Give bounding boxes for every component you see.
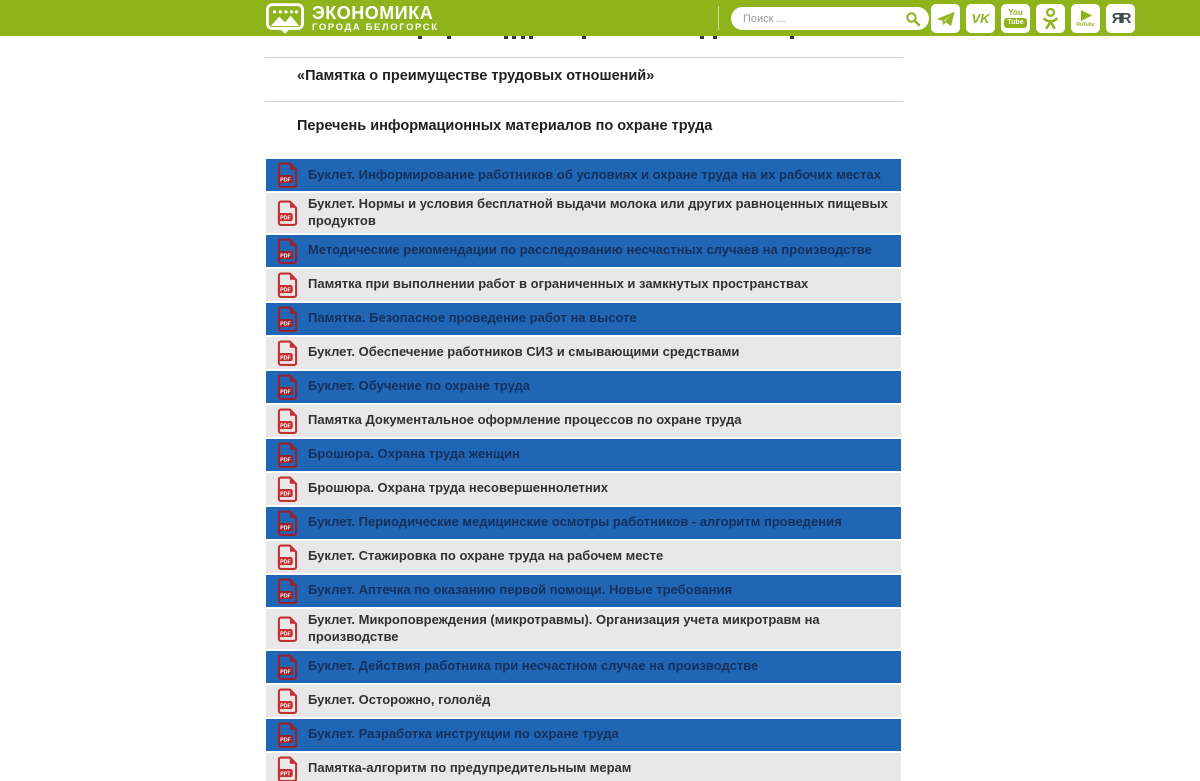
- section-divider: [265, 57, 903, 58]
- top-header-bar: [0, 0, 1200, 36]
- search-box[interactable]: [731, 7, 929, 30]
- document-title: Памятка Документальное оформление процессов по охране труда: [308, 412, 742, 428]
- picture-mountains-icon: [266, 3, 304, 34]
- pdf-file-icon: [266, 408, 308, 434]
- pdf-file-icon: [266, 544, 308, 570]
- pdf-file-icon: [266, 340, 308, 366]
- header-separator-left: [718, 6, 719, 30]
- pdf-file-icon: [266, 306, 308, 332]
- document-title: Буклет. Периодические медицинские осмотры работников - алгоритм проведения: [308, 514, 842, 530]
- pdf-file-icon: [266, 272, 308, 298]
- document-title: Буклет. Обеспечение работников СИЗ и смывающими средствами: [308, 344, 740, 360]
- document-row[interactable]: [266, 753, 901, 781]
- list-heading: Перечень информационных материалов по охране труда: [297, 118, 713, 134]
- document-row[interactable]: [266, 235, 901, 267]
- document-title: Буклет. Информирование работников об условиях и охране труда на их рабочих местах: [308, 166, 881, 182]
- svg-text:PDF: PDF: [279, 736, 291, 743]
- document-row[interactable]: [266, 685, 901, 717]
- pdf-file-icon: [266, 616, 308, 642]
- document-row[interactable]: [266, 159, 901, 191]
- pdf-file-icon: [266, 722, 308, 748]
- search-input[interactable]: [743, 13, 905, 25]
- svg-text:PDF: PDF: [279, 702, 291, 709]
- document-title: Буклет. Осторожно, гололёд: [308, 692, 491, 708]
- document-row[interactable]: [266, 719, 901, 751]
- section-divider: [265, 101, 903, 102]
- document-row[interactable]: [266, 303, 901, 335]
- vk-icon[interactable]: VK: [966, 4, 995, 33]
- document-title: Буклет. Действия работника при несчастном случае на производстве: [308, 658, 759, 674]
- svg-text:PDF: PDF: [279, 593, 291, 600]
- document-title: Брошюра. Охрана труда несовершеннолетних: [308, 480, 608, 496]
- pdf-file-icon: [266, 578, 308, 604]
- youtube-icon[interactable]: You Tube: [1001, 4, 1030, 33]
- site-subtitle: ГОРОДА БЕЛОГОРСК: [312, 21, 439, 33]
- document-row[interactable]: [266, 507, 901, 539]
- search-icon[interactable]: [905, 11, 921, 27]
- document-row[interactable]: [266, 651, 901, 683]
- document-title: Буклет. Нормы и условия бесплатной выдачи молока или других равноценных пищевых продуктов: [308, 196, 888, 228]
- pdf-file-icon: [266, 374, 308, 400]
- memo-heading: «Памятка о преимуществе трудовых отношений»: [297, 68, 655, 84]
- document-title: Буклет. Микроповреждения (микротравмы). Организация учета микротравм на производстве: [308, 611, 820, 644]
- svg-text:PDF: PDF: [279, 423, 291, 430]
- document-row[interactable]: [266, 575, 901, 607]
- svg-text:PDF: PDF: [279, 321, 291, 328]
- svg-text:PDF: PDF: [279, 215, 291, 222]
- svg-text:PDF: PDF: [279, 559, 291, 566]
- pdf-file-icon: [266, 238, 308, 264]
- document-list: [266, 159, 901, 781]
- pdf-file-icon: [266, 688, 308, 714]
- site-logo[interactable]: [266, 3, 439, 34]
- document-title: Буклет. Обучение по охране труда: [308, 378, 530, 394]
- document-row[interactable]: [266, 269, 901, 301]
- svg-text:PDF: PDF: [279, 525, 291, 532]
- document-title: Буклет. Аптечка по оказанию первой помощи. Новые требования: [308, 582, 733, 598]
- document-title: Памятка. Безопасное проведение работ на высоте: [308, 310, 637, 326]
- svg-text:PDF: PDF: [279, 631, 291, 638]
- document-row[interactable]: [266, 193, 901, 233]
- pdf-file-icon: [266, 654, 308, 680]
- svg-text:PPT: PPT: [279, 770, 291, 777]
- document-title: Методические рекомендации по расследованию несчастных случаев на производстве: [308, 242, 872, 258]
- svg-text:PDF: PDF: [279, 668, 291, 675]
- pdf-file-icon: [266, 200, 308, 226]
- svg-text:PDF: PDF: [279, 457, 291, 464]
- site-title-block: [312, 2, 439, 33]
- pdf-file-icon: [266, 442, 308, 468]
- yandex-zen-icon[interactable]: ЯR: [1106, 4, 1135, 33]
- document-row[interactable]: [266, 337, 901, 369]
- svg-text:PDF: PDF: [279, 491, 291, 498]
- document-title: Памятка при выполнении работ в ограниченных и замкнутых пространствах: [308, 276, 809, 292]
- rutube-icon[interactable]: RuTube: [1071, 4, 1100, 33]
- document-row[interactable]: [266, 609, 901, 649]
- document-row[interactable]: [266, 473, 901, 505]
- document-title: Буклет. Стажировка по охране труда на рабочем месте: [308, 548, 664, 564]
- telegram-icon[interactable]: [931, 4, 960, 33]
- document-row[interactable]: [266, 439, 901, 471]
- odnoklassniki-icon[interactable]: [1036, 4, 1065, 33]
- pdf-file-icon: [266, 162, 308, 188]
- document-title: Буклет. Разработка инструкции по охране труда: [308, 726, 619, 742]
- svg-text:PDF: PDF: [279, 177, 291, 184]
- document-title: Памятка-алгоритм по предупредительным мерам: [308, 760, 632, 776]
- svg-text:PDF: PDF: [279, 355, 291, 362]
- document-row[interactable]: [266, 541, 901, 573]
- site-title: ЭКОНОМИКА: [312, 2, 434, 23]
- social-links: [931, 4, 1135, 33]
- svg-text:PDF: PDF: [279, 287, 291, 294]
- svg-text:PDF: PDF: [279, 253, 291, 260]
- document-row[interactable]: [266, 371, 901, 403]
- ppt-file-icon: [266, 756, 308, 781]
- pdf-file-icon: [266, 510, 308, 536]
- pdf-file-icon: [266, 476, 308, 502]
- document-title: Брошюра. Охрана труда женщин: [308, 446, 520, 462]
- svg-text:PDF: PDF: [279, 389, 291, 396]
- document-row[interactable]: [266, 405, 901, 437]
